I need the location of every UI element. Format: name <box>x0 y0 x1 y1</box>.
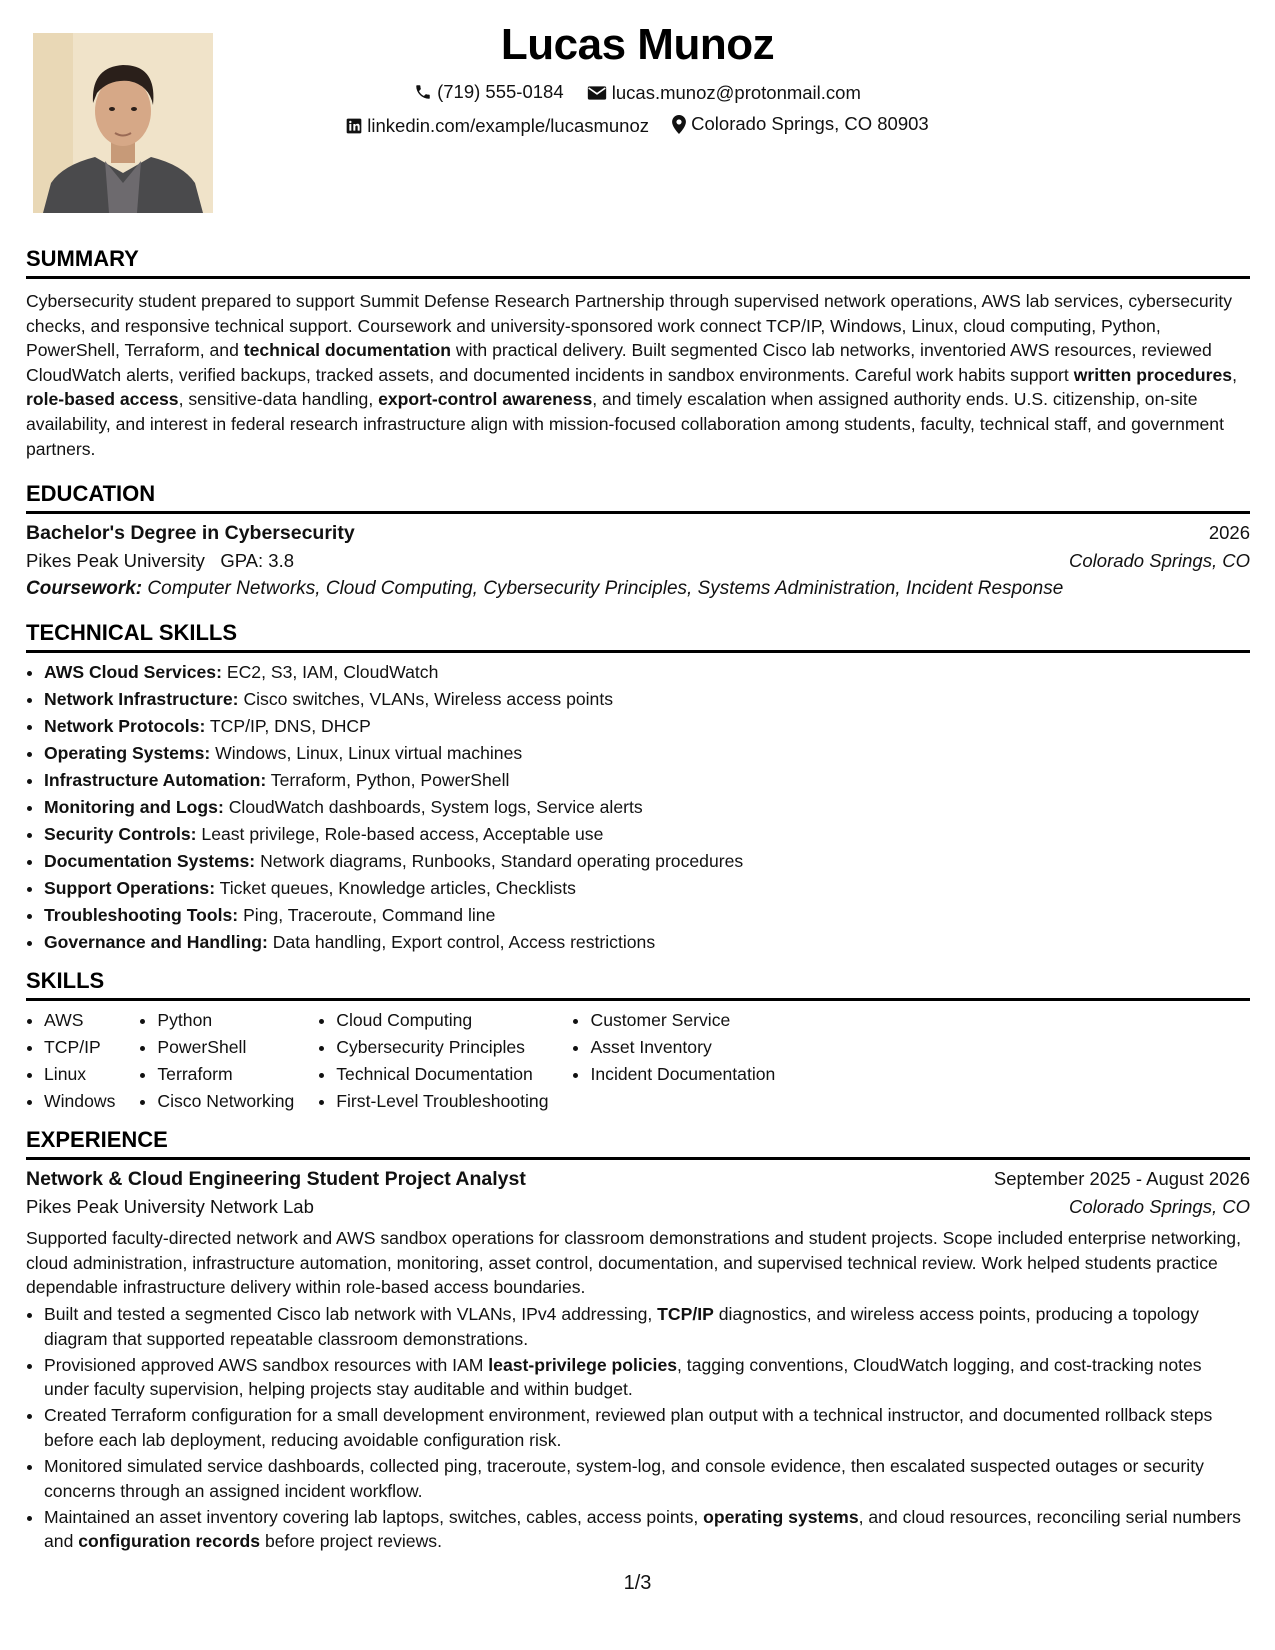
location-text: Colorado Springs, CO 80903 <box>691 113 929 134</box>
list-item: • Python <box>157 1007 294 1034</box>
contact-line-1 <box>0 81 1275 106</box>
list-item: • Network Protocols: TCP/IP, DNS, DHCP <box>44 713 1250 740</box>
list-item: • Operating Systems: Windows, Linux, Linux virtual machines <box>44 740 1250 767</box>
list-item: • Troubleshooting Tools: Ping, Traceroute, Command line <box>44 902 1250 929</box>
list-item: • AWS Cloud Services: EC2, S3, IAM, CloudWatch <box>44 659 1250 686</box>
email-contact[interactable] <box>587 82 861 104</box>
list-item: • Monitoring and Logs: CloudWatch dashboards, System logs, Service alerts <box>44 794 1250 821</box>
linkedin-text: linkedin.com/example/lucasmunoz <box>367 114 650 136</box>
skills-column-3 <box>318 1007 548 1115</box>
list-item: • Documentation Systems: Network diagrams, Runbooks, Standard operating procedures <box>44 848 1250 875</box>
list-item: • Maintained an asset inventory covering lab laptops, switches, cables, access points, operating systems, and cloud resources, reconciling serial numbers and configuration records before project reviews. <box>44 1505 1250 1554</box>
org-location: Colorado Springs, CO <box>1069 1196 1250 1218</box>
contact-line-2 <box>0 113 1275 139</box>
role-row <box>26 1168 1250 1191</box>
list-item: • TCP/IP <box>44 1034 115 1061</box>
envelope-icon <box>587 85 607 101</box>
technical-skills-heading: TECHNICAL SKILLS <box>26 620 1250 653</box>
list-item: • AWS <box>44 1007 115 1034</box>
summary-section <box>26 246 1250 461</box>
list-item: • Infrastructure Automation: Terraform, Python, PowerShell <box>44 767 1250 794</box>
role-dates: September 2025 - August 2026 <box>993 1168 1250 1190</box>
school-row <box>26 550 1250 572</box>
summary-text: Cybersecurity student prepared to support Summit Defense Research Partnership through supervised network operations, AWS lab services, cybersecurity checks, and responsive technical support. Coursework and university-sponsored work connect TCP/IP, Windows, Linux, cloud computing, Python, PowerShell, Terraform, and technical documentation with practical delivery. Built segmented Cisco lab networks, inventoried AWS resources, reviewed CloudWatch alerts, verified backups, tracked assets, and documented incidents in sandbox environments. Careful work habits support written procedures, role-based access, sensitive-data handling, export-control awareness, and timely escalation when assigned authority ends. U.S. citizenship, on-site availability, and interest in federal research infrastructure align with mission-focused collaboration among students, faculty, technical staff, and government partners. <box>26 291 1237 459</box>
school-location: Colorado Springs, CO <box>1069 550 1250 572</box>
experience-heading: EXPERIENCE <box>26 1127 1250 1160</box>
phone-icon <box>414 83 432 101</box>
list-item: • Created Terraform configuration for a small development environment, reviewed plan output with a technical instructor, and documented rollback steps before each lab deployment, reducing avoidable configuration risk. <box>44 1403 1250 1452</box>
role-title: Network & Cloud Engineering Student Project Analyst <box>26 1168 526 1191</box>
list-item: • Terraform <box>157 1061 294 1088</box>
coursework: Coursework: Computer Networks, Cloud Computing, Cybersecurity Principles, Systems Administration, Incident Response <box>26 578 1064 600</box>
linkedin-contact[interactable] <box>346 115 649 137</box>
list-item: • Provisioned approved AWS sandbox resources with IAM least-privilege policies, tagging conventions, CloudWatch logging, and cost-tracking notes under faculty supervision, helping projects stay auditable and within budget. <box>44 1353 1250 1402</box>
experience-bullets <box>26 1302 1250 1554</box>
location-contact <box>672 113 929 135</box>
role-intro: Supported faculty-directed network and AWS sandbox operations for classroom demonstrations and student projects. Scope included enterprise networking, cloud administration, infrastructure automation, monitoring, asset control, documentation, and supervised technical review. Work helped students practice dependable infrastructure delivery within role-based access boundaries. <box>26 1228 1241 1298</box>
graduation-year: 2026 <box>1208 522 1250 544</box>
phone-contact[interactable] <box>414 81 564 103</box>
linkedin-icon <box>346 118 362 134</box>
list-item: • PowerShell <box>157 1034 294 1061</box>
education-section <box>26 481 1250 600</box>
list-item: • Governance and Handling: Data handling, Export control, Access restrictions <box>44 929 1250 956</box>
list-item: • Customer Service <box>590 1007 775 1034</box>
skills-column-1 <box>26 1007 115 1115</box>
page-number: 1/3 <box>623 1572 652 1594</box>
candidate-name: Lucas Munoz <box>500 20 775 69</box>
organization: Pikes Peak University Network Lab <box>26 1196 314 1218</box>
degree-title: Bachelor's Degree in Cybersecurity <box>26 522 355 545</box>
skills-column-4 <box>572 1007 775 1115</box>
org-row <box>26 1196 1250 1218</box>
list-item: • Cisco Networking <box>157 1088 294 1115</box>
experience-section <box>26 1127 1250 1554</box>
degree-row <box>26 522 1250 545</box>
list-item: • First-Level Troubleshooting <box>336 1088 548 1115</box>
list-item: • Built and tested a segmented Cisco lab network with VLANs, IPv4 addressing, TCP/IP diagnostics, and wireless access points, producing a topology diagram that supported repeatable classroom demonstrations. <box>44 1302 1250 1351</box>
list-item: • Cloud Computing <box>336 1007 548 1034</box>
resume-body <box>26 246 1250 1555</box>
skills-column-2 <box>139 1007 294 1115</box>
summary-heading: SUMMARY <box>26 246 1250 279</box>
list-item: • Support Operations: Ticket queues, Knowledge articles, Checklists <box>44 875 1250 902</box>
skills-columns <box>26 1007 1250 1115</box>
skills-heading: SKILLS <box>26 968 1250 1001</box>
school-info: Pikes Peak University GPA: 3.8 <box>26 550 295 572</box>
technical-skills-section <box>26 620 1250 956</box>
list-item: • Network Infrastructure: Cisco switches, VLANs, Wireless access points <box>44 686 1250 713</box>
skills-section <box>26 968 1250 1115</box>
list-item: • Cybersecurity Principles <box>336 1034 548 1061</box>
list-item: • Windows <box>44 1088 115 1115</box>
email-text: lucas.munoz@protonmail.com <box>611 82 861 103</box>
list-item: • Technical Documentation <box>336 1061 548 1088</box>
map-pin-icon <box>672 115 686 134</box>
list-item: • Security Controls: Least privilege, Role-based access, Acceptable use <box>44 821 1250 848</box>
technical-skills-list <box>26 659 1250 956</box>
list-item: • Asset Inventory <box>590 1034 775 1061</box>
list-item: • Linux <box>44 1061 115 1088</box>
list-item: • Monitored simulated service dashboards, collected ping, traceroute, system-log, and console evidence, then escalated suspected outages or security concerns through an assigned incident workflow. <box>44 1454 1250 1503</box>
phone-text: (719) 555-0184 <box>437 81 564 102</box>
education-heading: EDUCATION <box>26 481 1250 514</box>
list-item: • Incident Documentation <box>590 1061 775 1088</box>
